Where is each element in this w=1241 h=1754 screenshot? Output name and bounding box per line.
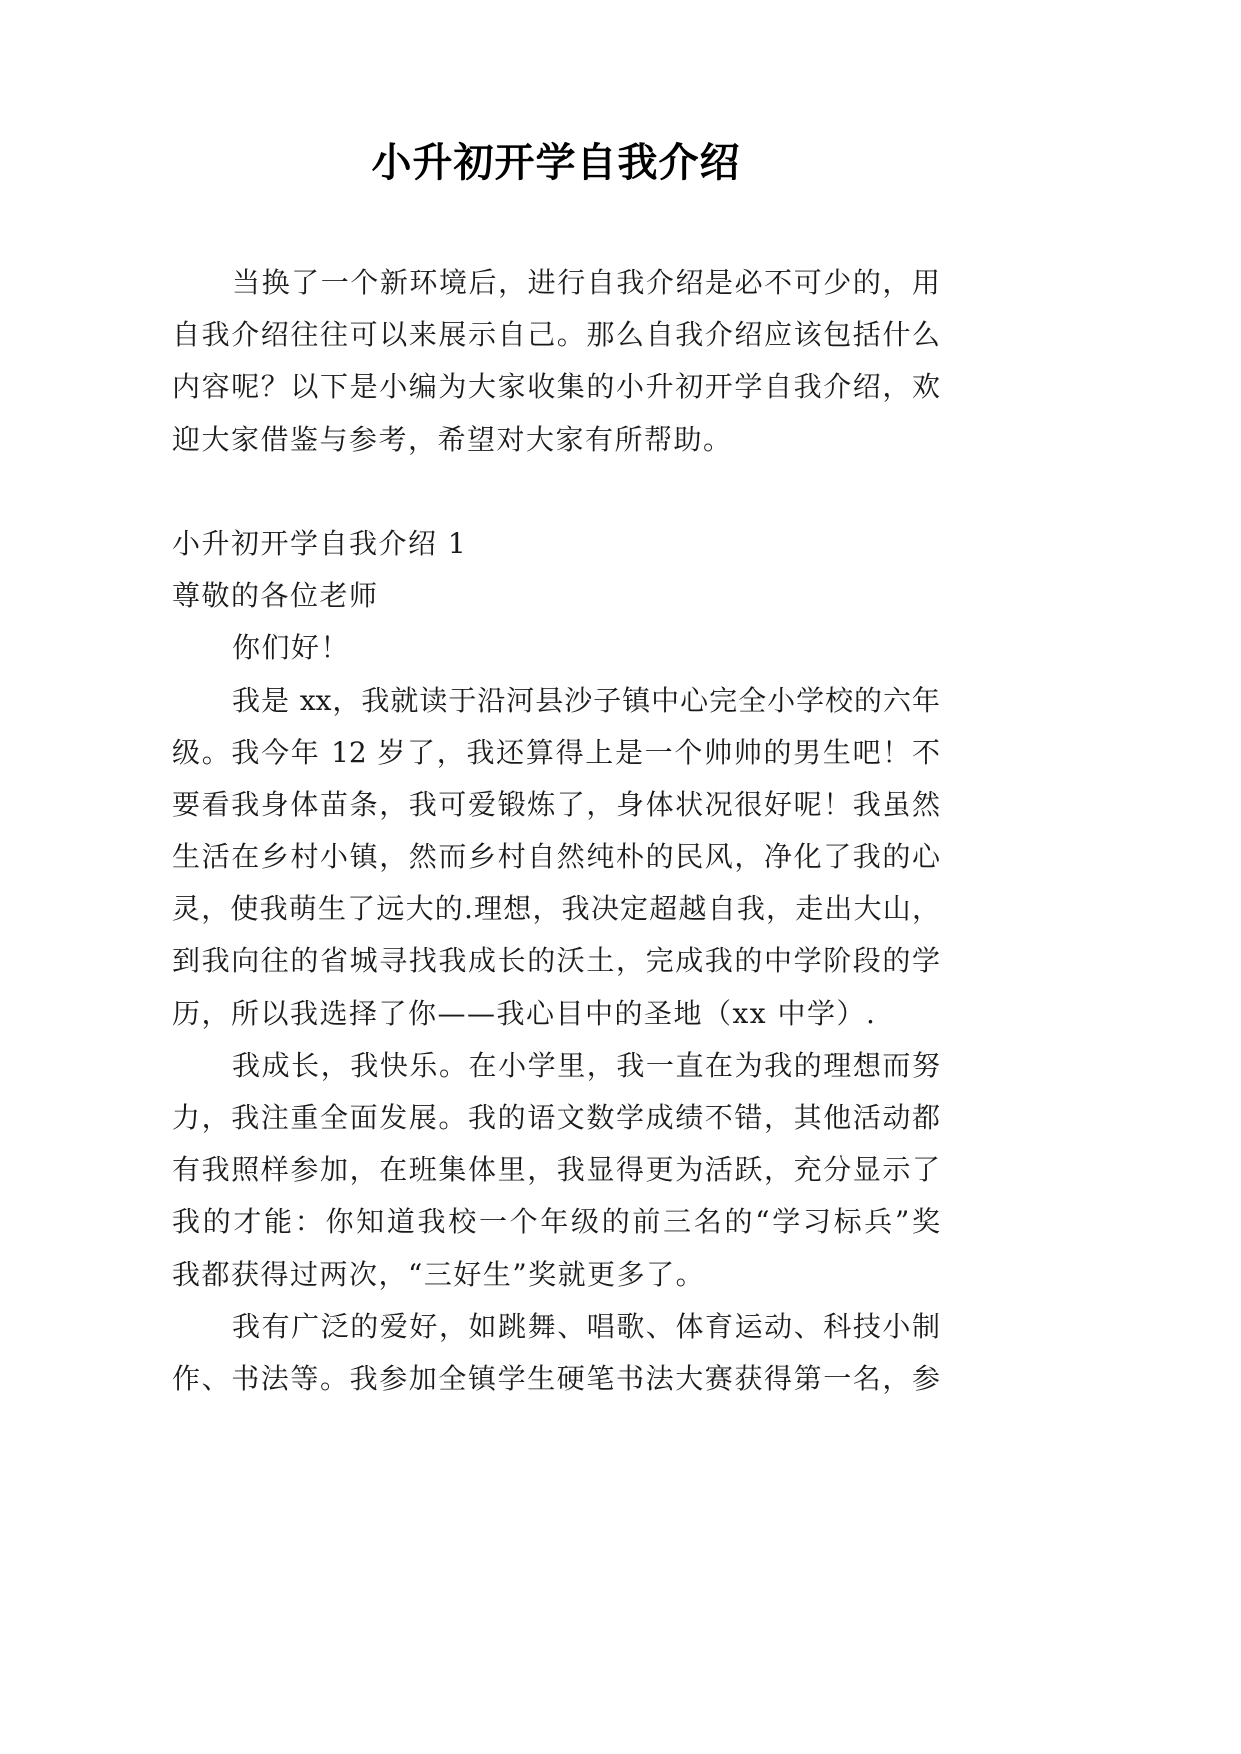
paragraph-line: 内容呢？以下是小编为大家收集的小升初开学自我介绍，欢 xyxy=(172,370,940,404)
paragraph-line: 迎大家借鉴与参考，希望对大家有所帮助。 xyxy=(172,422,733,456)
paragraph-line: 力，我注重全面发展。我的语文数学成绩不错，其他活动都 xyxy=(172,1101,940,1134)
document-title: 小升初开学自我介绍 xyxy=(371,139,741,186)
section-heading: 小升初开学自我介绍 1 xyxy=(172,526,468,560)
paragraph-line: 我的才能：你知道我校一个年级的前三名的“学习标兵”奖 xyxy=(172,1205,940,1239)
paragraph-line: 级。我今年 12 岁了，我还算得上是一个帅帅的男生吧！不 xyxy=(172,735,940,769)
body-paragraph xyxy=(172,1040,940,1301)
paragraph-line: 到我向往的省城寻找我成长的沃土，完成我的中学阶段的学 xyxy=(172,944,940,978)
intro-paragraph xyxy=(172,257,940,466)
paragraph-line: 自我介绍往往可以来展示自己。那么自我介绍应该包括什么 xyxy=(172,318,940,352)
paragraph-line: 历，所以我选择了你——我心目中的圣地（xx 中学）. xyxy=(172,996,877,1030)
greeting: 你们好！ xyxy=(232,631,351,665)
paragraph-line: 当换了一个新环境后，进行自我介绍是必不可少的，用 xyxy=(232,266,940,299)
paragraph-line: 要看我身体苗条，我可爱锻炼了，身体状况很好呢！我虽然 xyxy=(172,787,940,821)
paragraph-line: 我是 xx，我就读于沿河县沙子镇中心完全小学校的六年 xyxy=(232,683,940,717)
paragraph-line: 作、书法等。我参加全镇学生硬笔书法大赛获得第一名，参 xyxy=(172,1361,940,1395)
body-paragraph xyxy=(172,1301,940,1405)
paragraph-line: 我有广泛的爱好，如跳舞、唱歌、体育运动、科技小制 xyxy=(232,1309,940,1343)
paragraph-line: 我都获得过两次，“三好生”奖就更多了。 xyxy=(172,1257,706,1291)
paragraph-line: 有我照样参加，在班集体里，我显得更为活跃，充分显示了 xyxy=(172,1153,940,1187)
salutation: 尊敬的各位老师 xyxy=(172,579,379,613)
body-paragraph xyxy=(172,675,940,1040)
paragraph-line: 我成长，我快乐。在小学里，我一直在为我的理想而努 xyxy=(232,1048,940,1082)
paragraph-line: 生活在乡村小镇，然而乡村自然纯朴的民风，净化了我的心 xyxy=(172,840,940,874)
document-body xyxy=(172,257,940,1405)
blank-line xyxy=(172,466,940,518)
paragraph-line: 灵，使我萌生了远大的.理想，我决定超越自我，走出大山， xyxy=(172,892,940,926)
